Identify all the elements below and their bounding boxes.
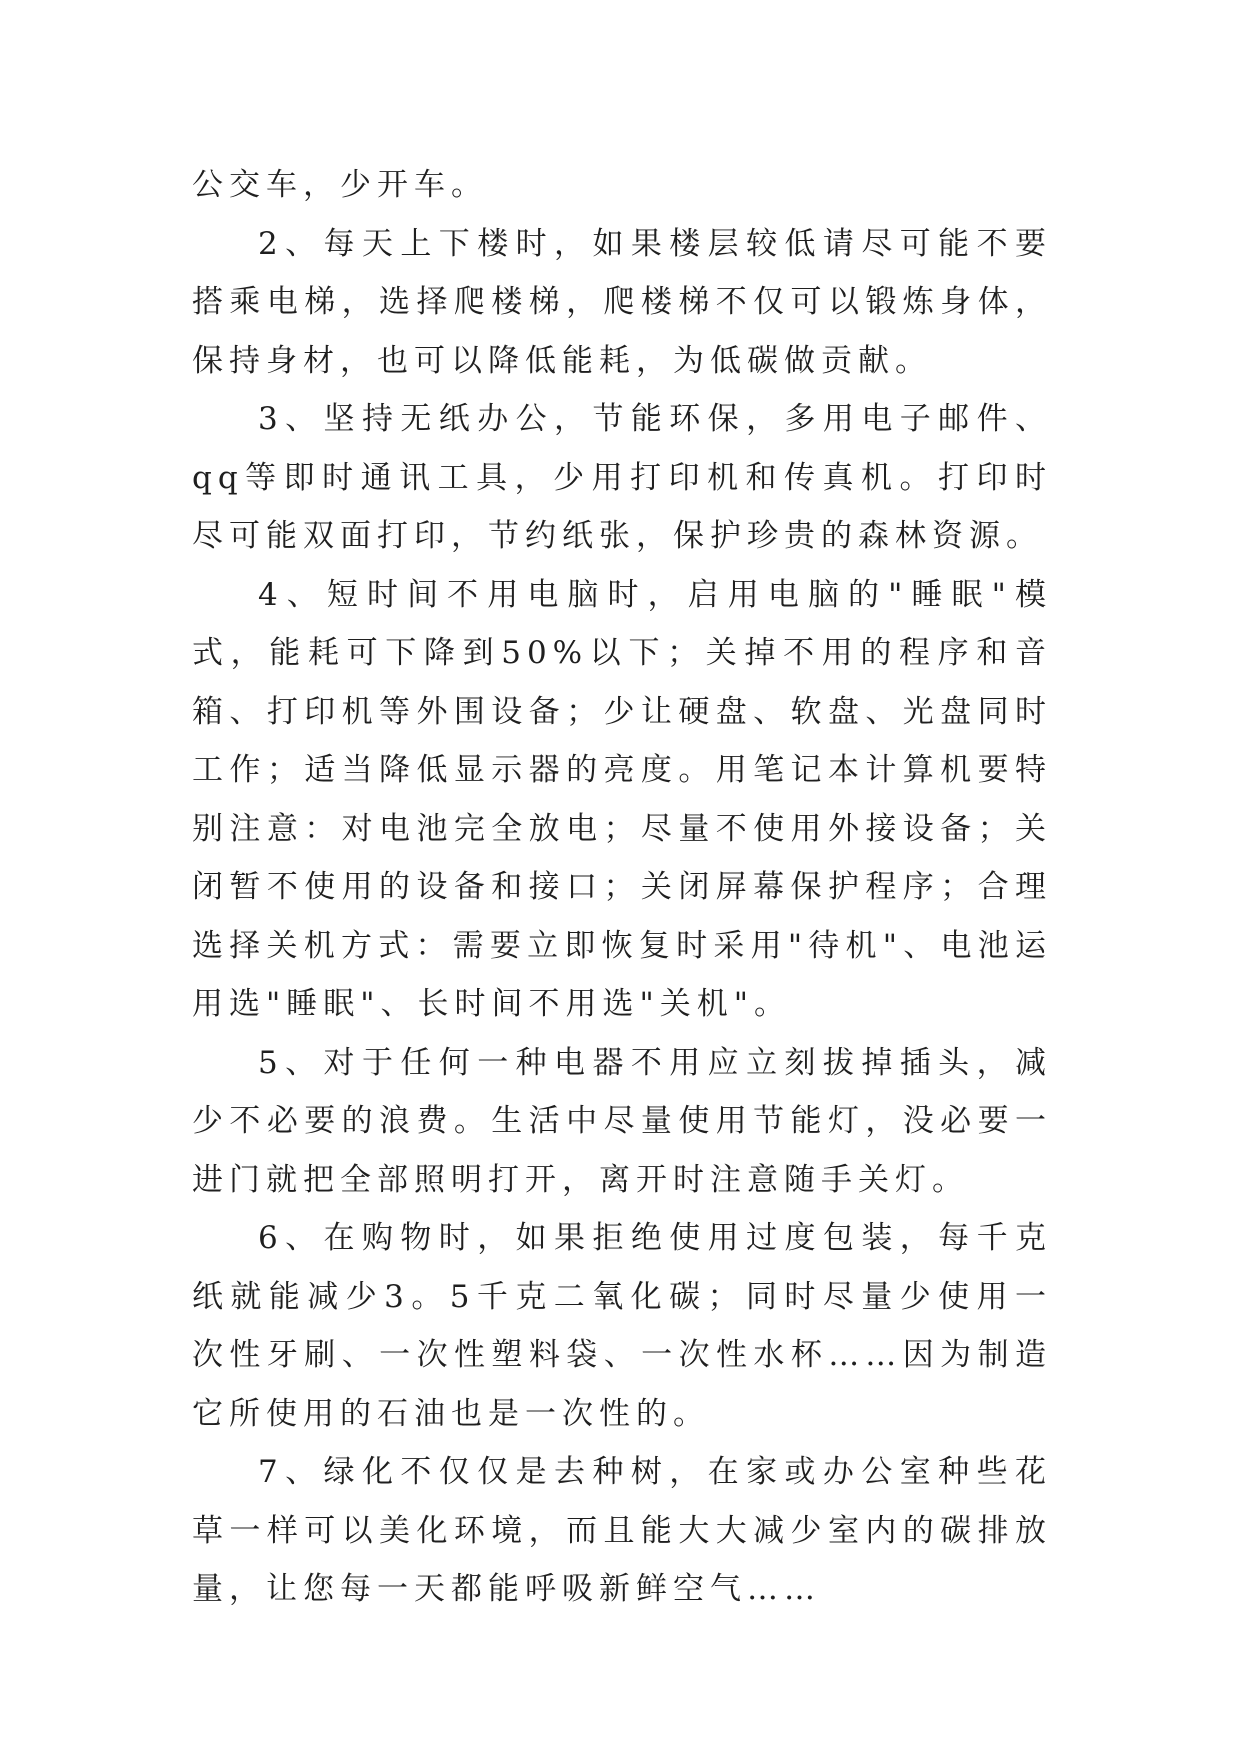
paragraph-item-6: 6、在购物时，如果拒绝使用过度包装，每千克纸就能减少3。5千克二氧化碳；同时尽量少使用一次性牙刷、一次性塑料袋、一次性水杯……因为制造它所使用的石油也是一次性的。 bbox=[192, 1220, 1052, 1432]
paragraph-item-3: 3、坚持无纸办公，节能环保，多用电子邮件、qq等即时通讯工具，少用打印机和传真机。打印时尽可能双面打印，节约纸张，保护珍贵的森林资源。 bbox=[192, 401, 1052, 554]
paragraph-continuation: 公交车，少开车。 bbox=[192, 167, 488, 203]
paragraph-item-7: 7、绿化不仅仅是去种树，在家或办公室种些花草一样可以美化环境，而且能大大减少室内的碳排放量，让您每一天都能呼吸新鲜空气…… bbox=[192, 1454, 1052, 1607]
paragraph-item-4: 4、短时间不用电脑时，启用电脑的"睡眠"模式，能耗可下降到50%以下；关掉不用的程序和音箱、打印机等外围设备；少让硬盘、软盘、光盘同时工作；适当降低显示器的亮度。用笔记本计算机要特别注意：对电池完全放电；尽量不使用外接设备；关闭暂不使用的设备和接口；关闭屏幕保护程序；合理选择关机方式：需要立即恢复时采用"待机"、电池运用选"睡眠"、长时间不用选"关机"。 bbox=[192, 576, 1052, 1022]
paragraph-item-2: 2、每天上下楼时，如果楼层较低请尽可能不要搭乘电梯，选择爬楼梯，爬楼梯不仅可以锻炼身体，保持身材，也可以降低能耗，为低碳做贡献。 bbox=[192, 225, 1052, 379]
document-body bbox=[192, 156, 1052, 1619]
paragraph-item-5: 5、对于任何一种电器不用应立刻拔掉插头，减少不必要的浪费。生活中尽量使用节能灯，没必要一进门就把全部照明打开，离开时注意随手关灯。 bbox=[192, 1044, 1052, 1198]
